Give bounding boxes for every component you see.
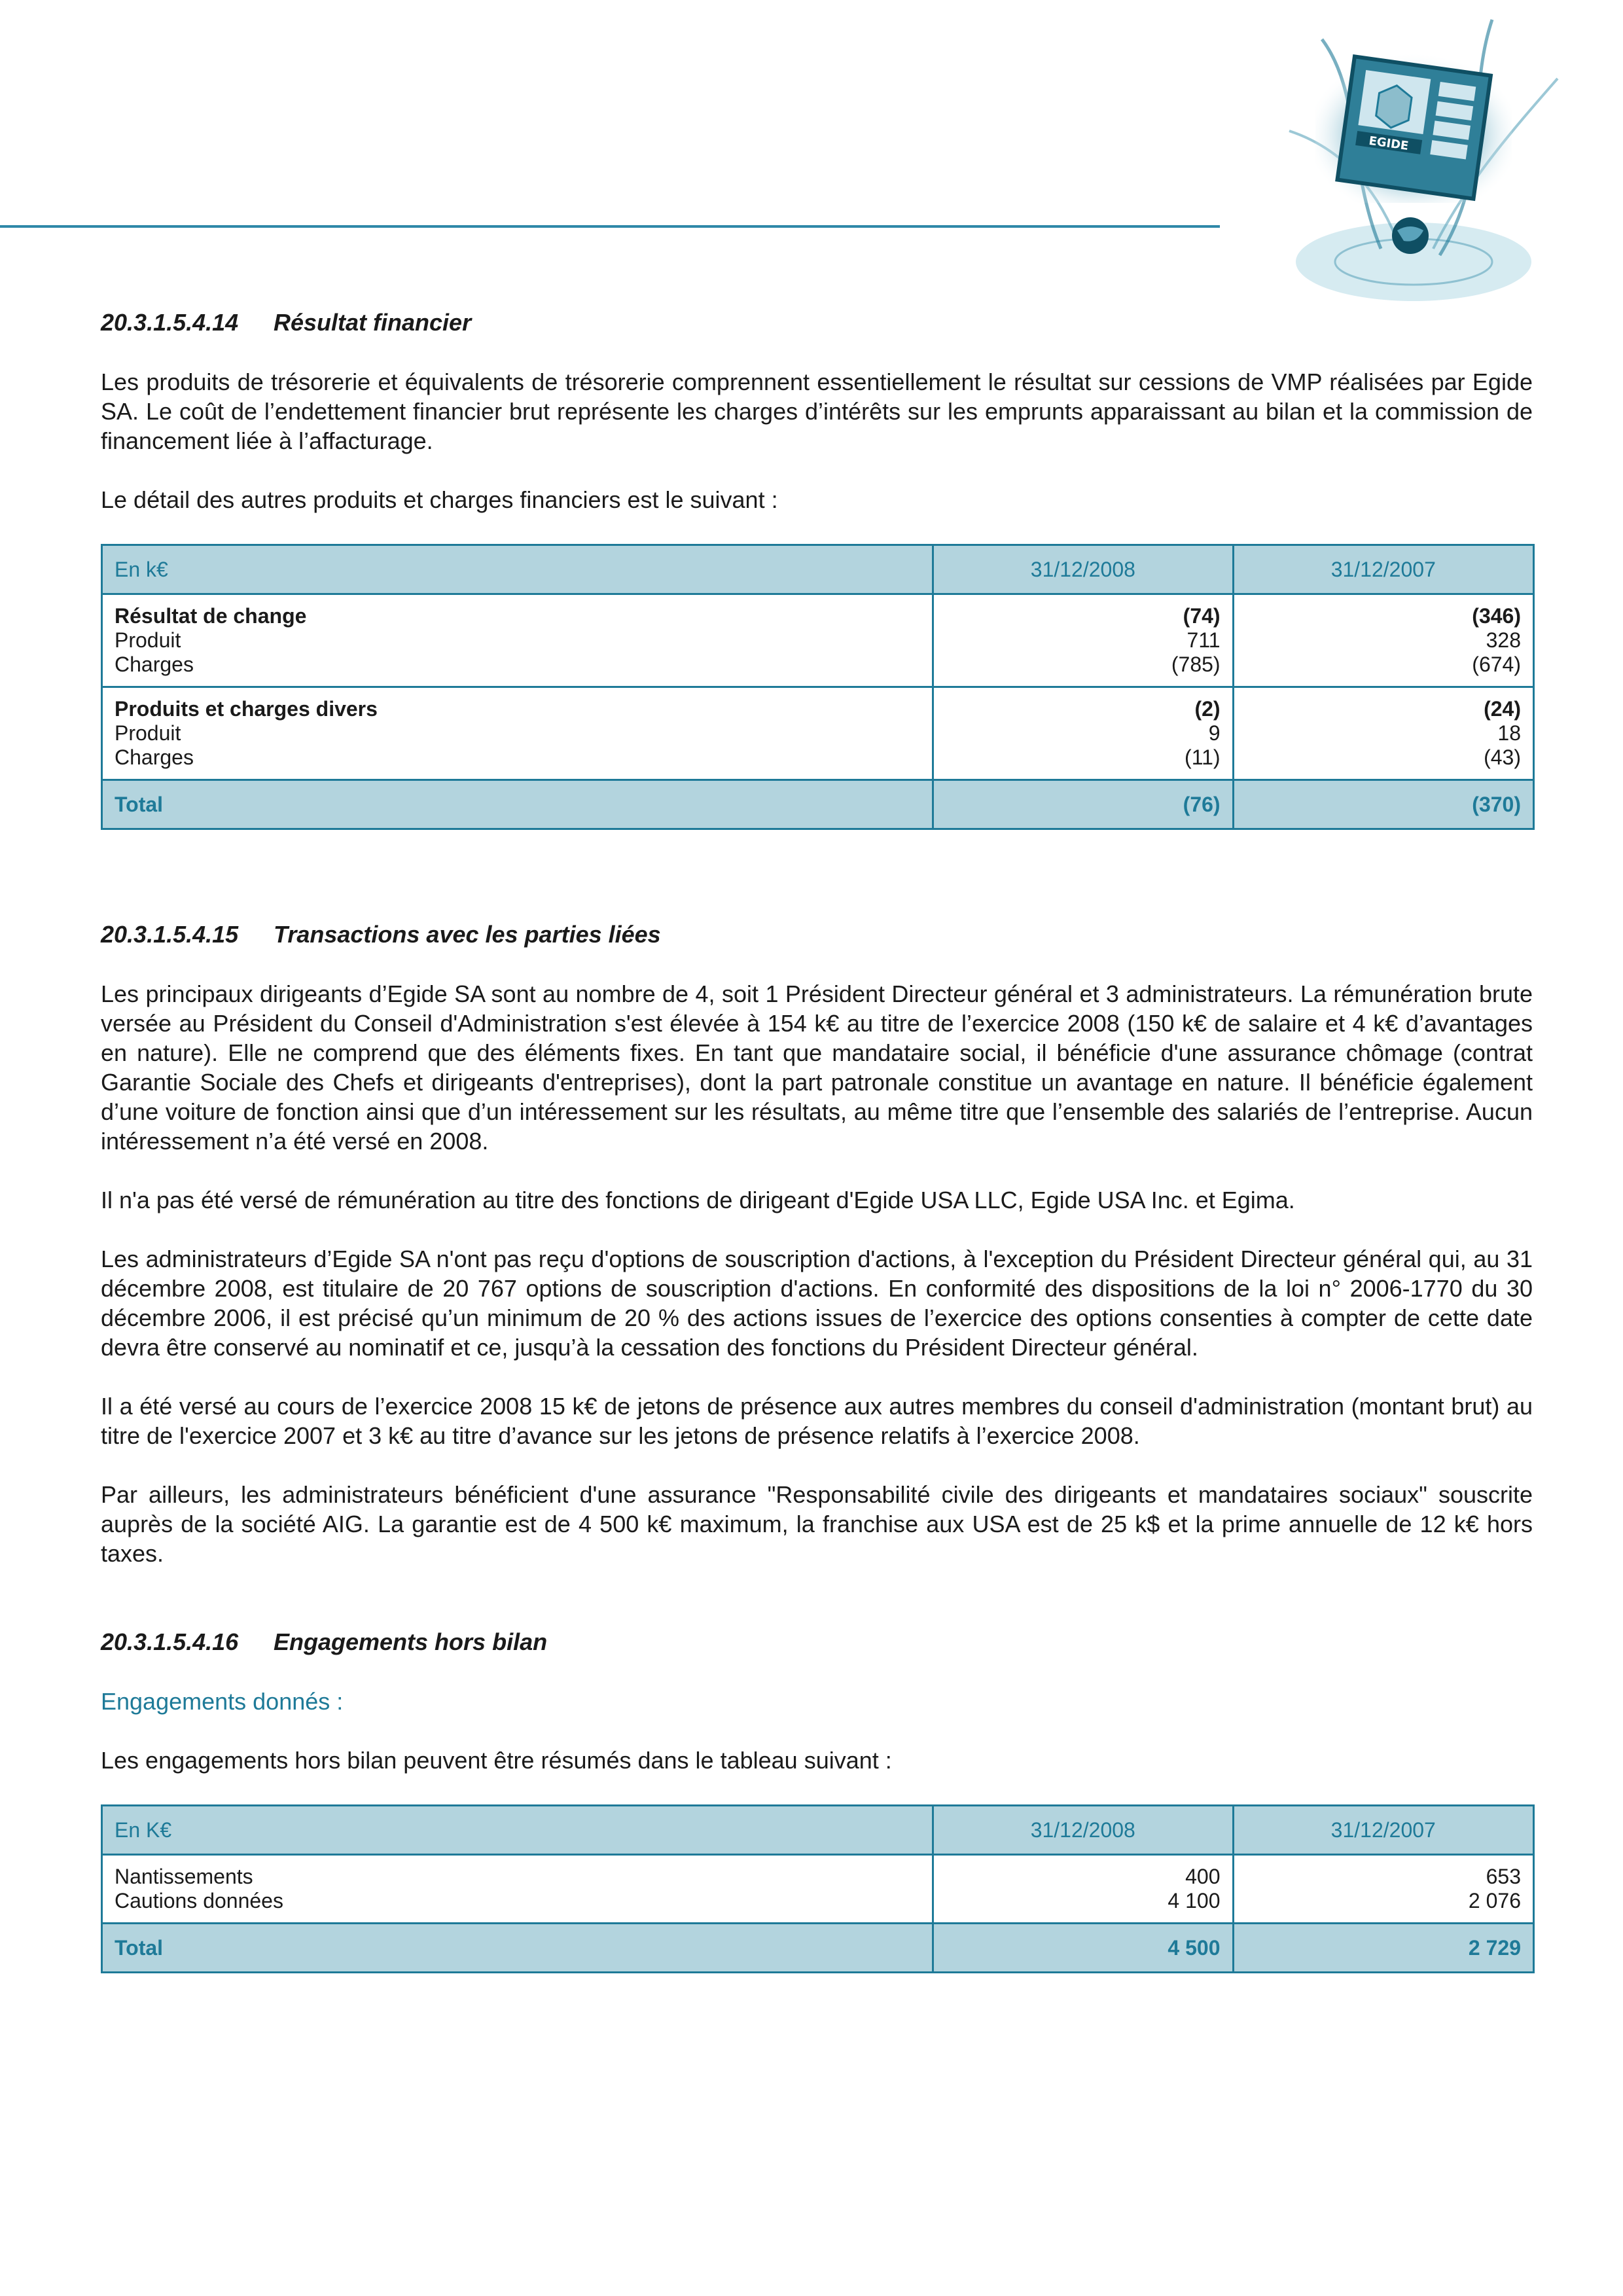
table-header-row <box>102 545 1534 594</box>
section-14-heading <box>101 308 1533 338</box>
total-label: Total <box>102 1924 933 1973</box>
section-16-paragraph: Les engagements hors bilan peuvent être résumés dans le tableau suivant : <box>101 1747 892 1774</box>
total-2008: (76) <box>933 780 1233 829</box>
table-total-row <box>102 780 1534 829</box>
row-value-2007: 328 <box>1486 628 1521 652</box>
table-group-exchange <box>102 594 1534 687</box>
row-value-2007: (674) <box>1472 653 1521 676</box>
section-15-number: 20.3.1.5.4.15 <box>101 921 239 948</box>
header-2008: 31/12/2008 <box>933 545 1233 594</box>
section-14-title: Résultat financier <box>274 309 472 336</box>
group-value-2007: (24) <box>1484 697 1521 721</box>
section-15-paragraph-4: Il a été versé au cours de l’exercice 2008 15 k€ de jetons de présence aux autres membres du conseil d'administration (montant brut) au titre de l'exercice 2007 et 3 k€ au titre d’avance sur les jetons de présence relatifs à l’exercice 2008. <box>101 1393 1533 1449</box>
row-value-2008: 400 <box>1185 1865 1221 1888</box>
header-2007: 31/12/2007 <box>1233 545 1533 594</box>
table-group-misc <box>102 687 1534 780</box>
page-content <box>101 308 1533 1973</box>
egide-logo <box>1217 0 1610 327</box>
row-value-2008: (785) <box>1171 653 1221 676</box>
row-label: Charges <box>115 653 194 676</box>
section-14-paragraph-1: Les produits de trésorerie et équivalents de trésorerie comprennent essentiellement le résultat sur cessions de VMP réalisées par Egide SA. Le coût de l’endettement financier brut représente les charges d’intérêts sur les emprunts apparaissant au bilan et la commission de financement liée à l’affacturage. <box>101 368 1533 454</box>
row-label: Cautions données <box>115 1889 283 1912</box>
section-15-paragraph-2: Il n'a pas été versé de rémunération au titre des fonctions de dirigeant d'Egide USA LLC, Egide USA Inc. et Egima. <box>101 1187 1295 1213</box>
section-14-number: 20.3.1.5.4.14 <box>101 309 239 336</box>
group-value-2008: (2) <box>1194 697 1221 721</box>
row-value-2008: 4 100 <box>1168 1889 1221 1912</box>
logo-wordmark: EGIDE <box>1368 134 1410 154</box>
row-value-2008: (11) <box>1185 745 1221 769</box>
total-2008: 4 500 <box>933 1924 1233 1973</box>
table-header-row <box>102 1806 1534 1855</box>
table-total-row <box>102 1924 1534 1973</box>
total-2007: (370) <box>1233 780 1533 829</box>
row-value-2008: 9 <box>1208 721 1221 745</box>
section-15-paragraph-1: Les principaux dirigeants d’Egide SA sont au nombre de 4, soit 1 Président Directeur général et 3 administrateurs. La rémunération brute versée au Président du Conseil d'Administration s'est élevée à 154 k€ au titre de l’exercice 2008 (150 k€ de salaire et 4 k€ d’avantages en nature). Elle ne comprend que des éléments fixes. En tant que mandataire social, il bénéficie d'une assurance chômage (contrat Garantie Sociale des Chefs et dirigeants d'entreprises), dont la part patronale constitue un avantage en nature. Il bénéficie également d’une voiture de fonction ainsi que d’un intéressement sur les résultats, au même titre que l’ensemble des salariés de l’entreprise. Aucun intéressement n’a été versé en 2008. <box>101 980 1533 1155</box>
financial-results-table <box>101 544 1535 830</box>
header-unit: En K€ <box>102 1806 933 1855</box>
total-label: Total <box>102 780 933 829</box>
group-title: Résultat de change <box>115 604 307 628</box>
header-2007: 31/12/2007 <box>1233 1806 1534 1855</box>
total-2007: 2 729 <box>1233 1924 1534 1973</box>
section-16-heading <box>101 1627 1533 1657</box>
section-15-paragraph-5: Par ailleurs, les administrateurs bénéficient d'une assurance "Responsabilité civile des dirigeants et mandataires sociaux" souscrite auprès de la société AIG. La garantie est de 4 500 k€ maximum, la franchise aux USA est de 25 k$ et la prime annuelle de 12 k€ hors taxes. <box>101 1481 1533 1567</box>
row-label: Produit <box>115 721 181 745</box>
section-15-paragraph-3: Les administrateurs d’Egide SA n'ont pas reçu d'options de souscription d'actions, à l'exception du Président Directeur général qui, au 31 décembre 2008, est titulaire de 20 767 options de souscription d'actions. En conformité des dispositions de la loi n° 2006-1770 du 30 décembre 2006, il est précisé qu’un minimum de 20 % des actions issues de l’exercice des options consenties à compter de cette date devra être conservé au nominatif et ce, jusqu’à la cessation des fonctions du Président Directeur général. <box>101 1246 1533 1361</box>
header-2008: 31/12/2008 <box>933 1806 1233 1855</box>
row-label: Nantissements <box>115 1865 253 1888</box>
group-title: Produits et charges divers <box>115 697 378 721</box>
section-16-subtitle: Engagements donnés : <box>101 1688 344 1715</box>
row-label: Charges <box>115 745 194 769</box>
row-value-2007: 2 076 <box>1468 1889 1521 1912</box>
row-value-2008: 711 <box>1186 628 1221 652</box>
section-15-heading <box>101 920 1533 950</box>
row-value-2007: 653 <box>1486 1865 1521 1888</box>
table-body-row <box>102 1855 1534 1924</box>
row-label: Produit <box>115 628 181 652</box>
off-balance-sheet-table <box>101 1804 1535 1973</box>
section-15-title: Transactions avec les parties liées <box>274 921 661 948</box>
group-value-2008: (74) <box>1183 604 1221 628</box>
section-16-number: 20.3.1.5.4.16 <box>101 1628 239 1655</box>
row-value-2007: (43) <box>1484 745 1521 769</box>
header-unit: En k€ <box>102 545 933 594</box>
section-16-title: Engagements hors bilan <box>274 1628 548 1655</box>
section-14-paragraph-2: Le détail des autres produits et charges financiers est le suivant : <box>101 486 778 513</box>
header-rule <box>0 225 1220 228</box>
group-value-2007: (346) <box>1472 604 1521 628</box>
row-value-2007: 18 <box>1497 721 1521 745</box>
